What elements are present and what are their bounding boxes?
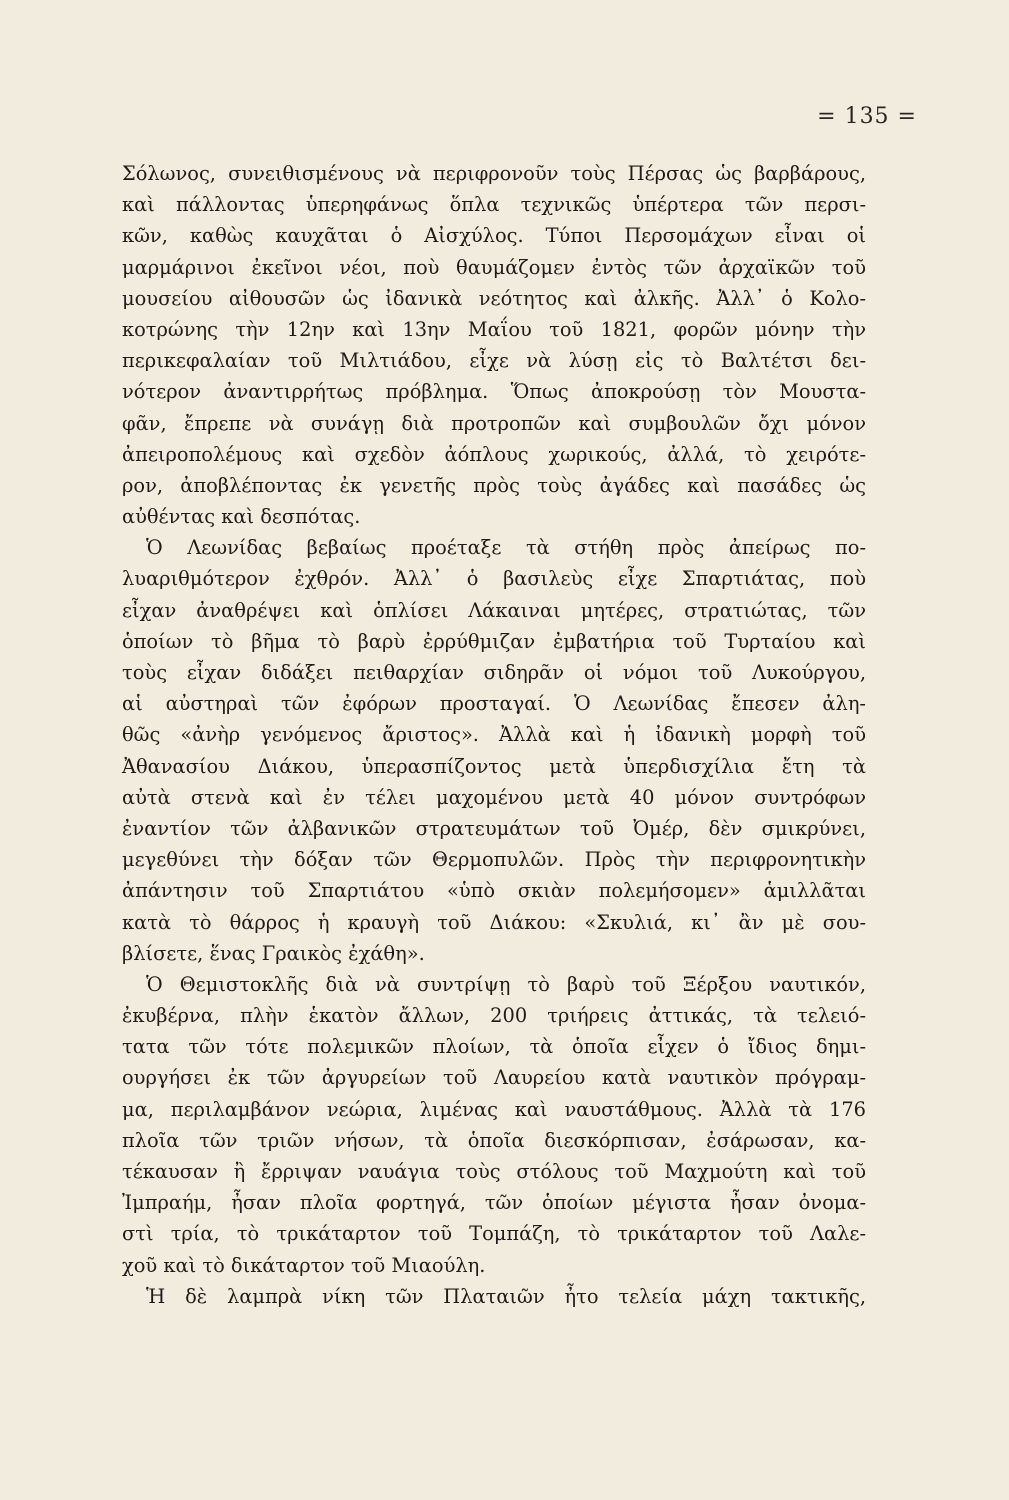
text-line: τατα τῶν τότε πολεμικῶν πλοίων, τὰ ὁποῖα εἶχεν ὁ ἴδιος δημι- xyxy=(122,1035,866,1059)
body-text xyxy=(122,158,866,1312)
text-line: φᾶν, ἔπρεπε νὰ συνάγῃ διὰ προτροπῶν καὶ συμβουλῶν ὄχι μόνον xyxy=(122,411,866,435)
text-line: στὶ τρία, τὸ τρικάταρτον τοῦ Τομπάζη, τὸ τρικάταρτον τοῦ Λαλε- xyxy=(122,1222,866,1246)
text-line: ουργήσει ἐκ τῶν ἀργυρείων τοῦ Λαυρείου κατὰ ναυτικὸν πρόγραμ- xyxy=(122,1066,866,1090)
text-line: βλίσετε, ἕνας Γραικὸς ἐχάθη». xyxy=(122,941,425,965)
text-line: αὐθέντας καὶ δεσπότας. xyxy=(122,505,361,529)
text-line: περικεφαλαίαν τοῦ Μιλτιάδου, εἶχε νὰ λύσῃ εἰς τὸ Βαλτέτσι δει- xyxy=(122,349,866,373)
text-line: ἀπάντησιν τοῦ Σπαρτιάτου «ὑπὸ σκιὰν πολεμήσομεν» ἁμιλλᾶται xyxy=(122,879,866,903)
text-line: Ὁ Λεωνίδας βεβαίως προέταξε τὰ στήθη πρὸς ἀπείρως πο- xyxy=(146,536,866,560)
text-line: ἐκυβέρνα, πλὴν ἑκατὸν ἄλλων, 200 τριήρεις ἀττικάς, τὰ τελειό- xyxy=(122,1004,866,1028)
text-line: θῶς «ἀνὴρ γενόμενος ἄριστος». Ἀλλὰ καὶ ἡ ἰδανικὴ μορφὴ τοῦ xyxy=(122,723,866,747)
text-line: κοτρώνης τὴν 12ην καὶ 13ην Μαΐου τοῦ 1821, φορῶν μόνην τὴν xyxy=(122,317,866,341)
text-line: Ἀθανασίου Διάκου, ὑπερασπίζοντος μετὰ ὑπερδισχίλια ἔτη τὰ xyxy=(122,754,866,778)
text-line: νότερον ἀναντιρρήτως πρόβλημα. Ὅπως ἀποκρούσῃ τὸν Μουστα- xyxy=(122,380,866,404)
text-line: αὐτὰ στενὰ καὶ ἐν τέλει μαχομένου μετὰ 40 μόνον συντρόφων xyxy=(122,785,866,809)
text-line: μαρμάρινοι ἐκεῖνοι νέοι, ποὺ θαυμάζομεν ἐντὸς τῶν ἀρχαϊκῶν τοῦ xyxy=(122,255,866,279)
text-line: μουσείου αἰθουσῶν ὡς ἰδανικὰ νεότητος καὶ ἀλκῆς. Ἀλλ᾽ ὁ Κολο- xyxy=(122,286,866,310)
text-line: ἐναντίον τῶν ἀλβανικῶν στρατευμάτων τοῦ Ὀμέρ, δὲν σμικρύνει, xyxy=(122,816,866,840)
text-line: Ἰμπραήμ, ἦσαν πλοῖα φορτηγά, τῶν ὁποίων μέγιστα ἦσαν ὀνομα- xyxy=(122,1191,866,1215)
text-line: ρον, ἀποβλέποντας ἐκ γενετῆς πρὸς τοὺς ἀγάδες καὶ πασάδες ὡς xyxy=(122,473,866,497)
text-line: μα, περιλαμβάνον νεώρια, λιμένας καὶ ναυστάθμους. Ἀλλὰ τὰ 176 xyxy=(122,1097,866,1121)
text-line: ὁποίων τὸ βῆμα τὸ βαρὺ ἐρρύθμιζαν ἐμβατήρια τοῦ Τυρταίου καὶ xyxy=(122,629,866,653)
text-line: Ὁ Θεμιστοκλῆς διὰ νὰ συντρίψῃ τὸ βαρὺ τοῦ Ξέρξου ναυτικόν, xyxy=(146,972,866,996)
text-line: Σόλωνος, συνειθισμένους νὰ περιφρονοῦν τοὺς Πέρσας ὡς βαρβάρους, xyxy=(122,162,866,185)
page-number: = 135 = xyxy=(817,104,917,129)
text-line: ἀπειροπολέμους καὶ σχεδὸν ἀόπλους χωρικούς, ἀλλά, τὸ χειρότε- xyxy=(122,442,866,466)
text-line: κῶν, καθὼς καυχᾶται ὁ Αἰσχύλος. Τύποι Περσομάχων εἶναι οἱ xyxy=(122,224,866,248)
text-line: λυαριθμότερον ἐχθρόν. Ἀλλ᾽ ὁ βασιλεὺς εἶχε Σπαρτιάτας, ποὺ xyxy=(122,567,866,591)
text-line: πλοῖα τῶν τριῶν νήσων, τὰ ὁποῖα διεσκόρπισαν, ἐσάρωσαν, κα- xyxy=(122,1128,866,1152)
text-line: χοῦ καὶ τὸ δικάταρτον τοῦ Μιαούλη. xyxy=(122,1253,486,1277)
text-line: Ἡ δὲ λαμπρὰ νίκη τῶν Πλαταιῶν ἦτο τελεία μάχη τακτικῆς, xyxy=(146,1284,866,1308)
text-line: καὶ πάλλοντας ὑπερηφάνως ὅπλα τεχνικῶς ὑπέρτερα τῶν περσι- xyxy=(122,193,866,217)
text-line: τοὺς εἶχαν διδάξει πειθαρχίαν σιδηρᾶν οἱ νόμοι τοῦ Λυκούργου, xyxy=(122,661,866,684)
text-line: αἱ αὐστηραὶ τῶν ἐφόρων προσταγαί. Ὁ Λεωνίδας ἔπεσεν ἀλη- xyxy=(122,692,866,716)
text-line: κατὰ τὸ θάρρος ἡ κραυγὴ τοῦ Διάκου: «Σκυλιά, κι᾽ ἂν μὲ σου- xyxy=(122,910,866,934)
text-line: μεγεθύνει τὴν δόξαν τῶν Θερμοπυλῶν. Πρὸς τὴν περιφρονητικὴν xyxy=(122,848,866,872)
text-line: τέκαυσαν ἢ ἔρριψαν ναυάγια τοὺς στόλους τοῦ Μαχμούτη καὶ τοῦ xyxy=(122,1160,866,1183)
text-line: εἶχαν ἀναθρέψει καὶ ὁπλίσει Λάκαιναι μητέρες, στρατιώτας, τῶν xyxy=(122,598,866,622)
